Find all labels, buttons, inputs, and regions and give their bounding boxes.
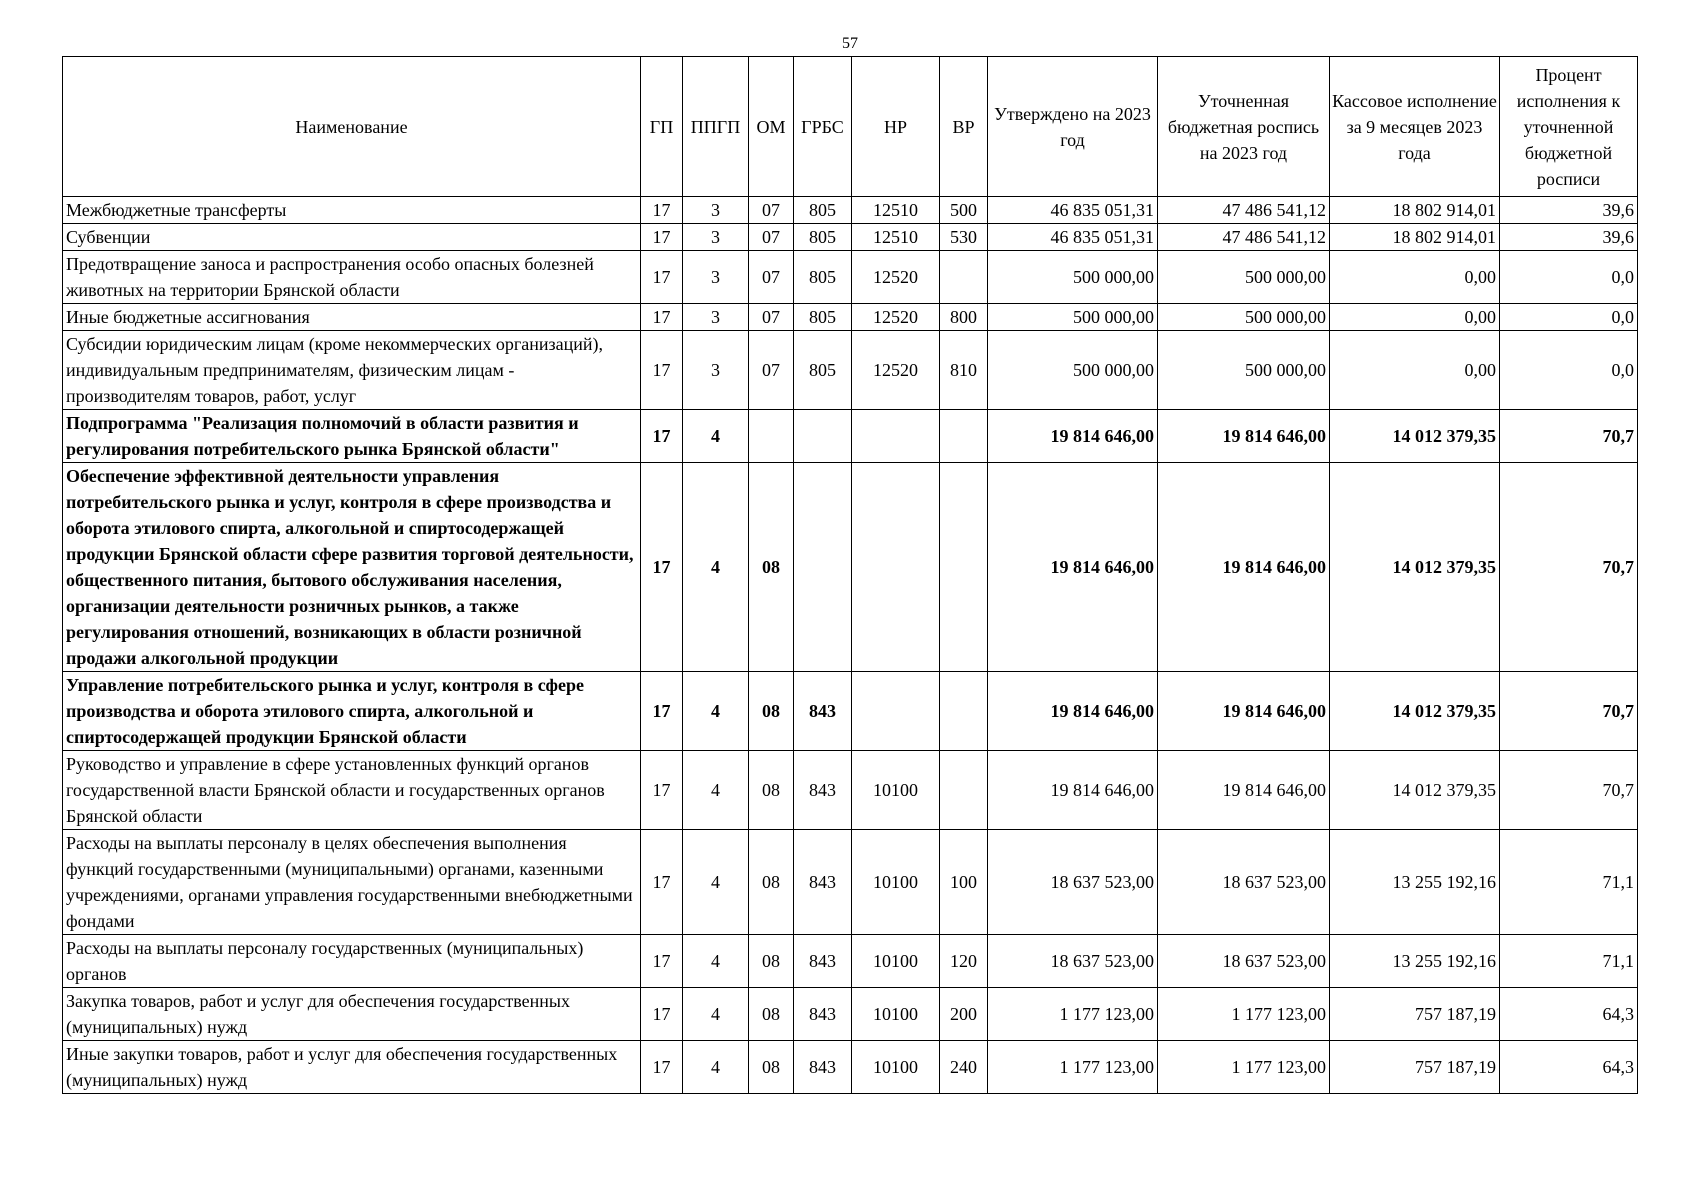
- page-number: 57: [842, 35, 858, 52]
- cell-grbs: [794, 463, 852, 672]
- cell-nr: 12510: [852, 197, 940, 224]
- cell-percent: 39,6: [1500, 197, 1638, 224]
- header-nr: НР: [852, 57, 940, 197]
- header-name: Наименование: [63, 57, 641, 197]
- cell-refined: 500 000,00: [1158, 331, 1330, 410]
- budget-table: [62, 56, 1638, 1094]
- cell-om: 08: [749, 1041, 794, 1094]
- cell-cash: 757 187,19: [1330, 988, 1500, 1041]
- cell-name: Расходы на выплаты персоналу государственных (муниципальных) органов: [63, 935, 641, 988]
- cell-refined: 1 177 123,00: [1158, 1041, 1330, 1094]
- cell-gp: 17: [641, 224, 683, 251]
- cell-ppgp: 3: [683, 197, 749, 224]
- cell-nr: 10100: [852, 935, 940, 988]
- header-gp: ГП: [641, 57, 683, 197]
- cell-om: 08: [749, 751, 794, 830]
- table-row: [63, 197, 1638, 224]
- header-grbs: ГРБС: [794, 57, 852, 197]
- cell-grbs: 843: [794, 672, 852, 751]
- cell-percent: 0,0: [1500, 331, 1638, 410]
- cell-cash: 14 012 379,35: [1330, 672, 1500, 751]
- cell-cash: 14 012 379,35: [1330, 463, 1500, 672]
- cell-ppgp: 4: [683, 830, 749, 935]
- cell-approved: 18 637 523,00: [988, 830, 1158, 935]
- cell-gp: 17: [641, 751, 683, 830]
- cell-nr: 12520: [852, 251, 940, 304]
- header-cash: Кассовое исполнение за 9 месяцев 2023 года: [1330, 57, 1500, 197]
- cell-refined: 1 177 123,00: [1158, 988, 1330, 1041]
- cell-om: 08: [749, 988, 794, 1041]
- cell-vr: 530: [940, 224, 988, 251]
- cell-grbs: 843: [794, 830, 852, 935]
- cell-refined: 19 814 646,00: [1158, 410, 1330, 463]
- cell-gp: 17: [641, 830, 683, 935]
- header-approved: Утверждено на 2023 год: [988, 57, 1158, 197]
- cell-name: Управление потребительского рынка и услуг, контроля в сфере производства и оборота этилового спирта, алкогольной и спиртосодержащей продукции Брянской области: [63, 672, 641, 751]
- header-percent: Процент исполнения к уточненной бюджетной росписи: [1500, 57, 1638, 197]
- cell-name: Иные закупки товаров, работ и услуг для обеспечения государственных (муниципальных) нужд: [63, 1041, 641, 1094]
- cell-om: 07: [749, 197, 794, 224]
- cell-approved: 18 637 523,00: [988, 935, 1158, 988]
- cell-refined: 18 637 523,00: [1158, 830, 1330, 935]
- table-row: [63, 935, 1638, 988]
- table-row: [63, 410, 1638, 463]
- cell-ppgp: 3: [683, 251, 749, 304]
- cell-grbs: 805: [794, 224, 852, 251]
- cell-vr: 800: [940, 304, 988, 331]
- cell-name: Иные бюджетные ассигнования: [63, 304, 641, 331]
- cell-percent: 70,7: [1500, 751, 1638, 830]
- cell-percent: 64,3: [1500, 988, 1638, 1041]
- header-refined: Уточненная бюджетная роспись на 2023 год: [1158, 57, 1330, 197]
- cell-nr: 12510: [852, 224, 940, 251]
- cell-ppgp: 4: [683, 935, 749, 988]
- cell-refined: 47 486 541,12: [1158, 197, 1330, 224]
- cell-percent: 70,7: [1500, 463, 1638, 672]
- cell-grbs: [794, 410, 852, 463]
- cell-cash: 0,00: [1330, 304, 1500, 331]
- cell-refined: 19 814 646,00: [1158, 672, 1330, 751]
- cell-grbs: 843: [794, 751, 852, 830]
- cell-name: Субвенции: [63, 224, 641, 251]
- cell-ppgp: 4: [683, 751, 749, 830]
- cell-refined: 47 486 541,12: [1158, 224, 1330, 251]
- cell-vr: [940, 410, 988, 463]
- cell-percent: 70,7: [1500, 672, 1638, 751]
- cell-name: Расходы на выплаты персоналу в целях обеспечения выполнения функций государственными (муниципальными) органами, казенными учреждениями, органами управления государственными внебюджетными фондами: [63, 830, 641, 935]
- header-vr: ВР: [940, 57, 988, 197]
- cell-gp: 17: [641, 1041, 683, 1094]
- cell-vr: 100: [940, 830, 988, 935]
- cell-percent: 0,0: [1500, 304, 1638, 331]
- table-row: [63, 1041, 1638, 1094]
- table-row: [63, 751, 1638, 830]
- cell-percent: 71,1: [1500, 830, 1638, 935]
- cell-om: 07: [749, 304, 794, 331]
- table-row: [63, 304, 1638, 331]
- cell-approved: 46 835 051,31: [988, 197, 1158, 224]
- cell-om: 07: [749, 224, 794, 251]
- cell-grbs: 843: [794, 935, 852, 988]
- cell-grbs: 805: [794, 251, 852, 304]
- table-row: [63, 672, 1638, 751]
- cell-name: Закупка товаров, работ и услуг для обеспечения государственных (муниципальных) нужд: [63, 988, 641, 1041]
- cell-name: Обеспечение эффективной деятельности управления потребительского рынка и услуг, контроля в сфере производства и оборота этилового спирта, алкогольной и спиртосодержащей продукции Брянской области сфере развития торговой деятельности, общественного питания, бытового обслуживания населения, организации деятельности розничных рынков, а также регулирования отношений, возникающих в области розничной продажи алкогольной продукции: [63, 463, 641, 672]
- cell-vr: 810: [940, 331, 988, 410]
- cell-gp: 17: [641, 672, 683, 751]
- cell-ppgp: 4: [683, 463, 749, 672]
- table-row: [63, 830, 1638, 935]
- cell-grbs: 843: [794, 988, 852, 1041]
- cell-om: [749, 410, 794, 463]
- cell-vr: 500: [940, 197, 988, 224]
- table-row: [63, 988, 1638, 1041]
- cell-refined: 18 637 523,00: [1158, 935, 1330, 988]
- cell-grbs: 843: [794, 1041, 852, 1094]
- cell-nr: [852, 410, 940, 463]
- cell-approved: 19 814 646,00: [988, 410, 1158, 463]
- cell-nr: 10100: [852, 988, 940, 1041]
- header-ppgp: ППГП: [683, 57, 749, 197]
- cell-refined: 500 000,00: [1158, 251, 1330, 304]
- cell-om: 08: [749, 672, 794, 751]
- cell-approved: 500 000,00: [988, 331, 1158, 410]
- cell-nr: 10100: [852, 751, 940, 830]
- header-row: [63, 57, 1638, 197]
- cell-om: 07: [749, 331, 794, 410]
- cell-approved: 19 814 646,00: [988, 672, 1158, 751]
- cell-nr: 12520: [852, 331, 940, 410]
- cell-name: Руководство и управление в сфере установленных функций органов государственной власти Брянской области и государственных органов Брянской области: [63, 751, 641, 830]
- cell-vr: 240: [940, 1041, 988, 1094]
- cell-name: Предотвращение заноса и распространения особо опасных болезней животных на территории Брянской области: [63, 251, 641, 304]
- cell-vr: 120: [940, 935, 988, 988]
- cell-nr: [852, 672, 940, 751]
- cell-percent: 70,7: [1500, 410, 1638, 463]
- table-row: [63, 224, 1638, 251]
- cell-cash: 14 012 379,35: [1330, 410, 1500, 463]
- cell-name: Субсидии юридическим лицам (кроме некоммерческих организаций), индивидуальным предпринимателям, физическим лицам - производителям товаров, работ, услуг: [63, 331, 641, 410]
- cell-cash: 13 255 192,16: [1330, 935, 1500, 988]
- cell-name: Подпрограмма "Реализация полномочий в области развития и регулирования потребительского рынка Брянской области": [63, 410, 641, 463]
- table-row: [63, 331, 1638, 410]
- cell-vr: [940, 672, 988, 751]
- cell-approved: 1 177 123,00: [988, 988, 1158, 1041]
- cell-refined: 19 814 646,00: [1158, 463, 1330, 672]
- cell-nr: 10100: [852, 830, 940, 935]
- cell-percent: 0,0: [1500, 251, 1638, 304]
- cell-percent: 71,1: [1500, 935, 1638, 988]
- cell-vr: 200: [940, 988, 988, 1041]
- cell-ppgp: 3: [683, 224, 749, 251]
- cell-vr: [940, 751, 988, 830]
- cell-grbs: 805: [794, 304, 852, 331]
- cell-gp: 17: [641, 463, 683, 672]
- header-om: ОМ: [749, 57, 794, 197]
- cell-gp: 17: [641, 251, 683, 304]
- cell-percent: 39,6: [1500, 224, 1638, 251]
- table-body: [63, 197, 1638, 1094]
- cell-cash: 14 012 379,35: [1330, 751, 1500, 830]
- cell-gp: 17: [641, 331, 683, 410]
- table-row: [63, 251, 1638, 304]
- cell-vr: [940, 251, 988, 304]
- cell-gp: 17: [641, 304, 683, 331]
- cell-nr: 10100: [852, 1041, 940, 1094]
- cell-grbs: 805: [794, 197, 852, 224]
- cell-approved: 500 000,00: [988, 251, 1158, 304]
- cell-approved: 19 814 646,00: [988, 463, 1158, 672]
- cell-ppgp: 3: [683, 331, 749, 410]
- cell-ppgp: 4: [683, 988, 749, 1041]
- cell-om: 08: [749, 935, 794, 988]
- cell-gp: 17: [641, 988, 683, 1041]
- cell-refined: 19 814 646,00: [1158, 751, 1330, 830]
- cell-cash: 13 255 192,16: [1330, 830, 1500, 935]
- table-row: [63, 463, 1638, 672]
- cell-gp: 17: [641, 935, 683, 988]
- cell-percent: 64,3: [1500, 1041, 1638, 1094]
- cell-approved: 46 835 051,31: [988, 224, 1158, 251]
- cell-gp: 17: [641, 410, 683, 463]
- cell-om: 08: [749, 830, 794, 935]
- cell-vr: [940, 463, 988, 672]
- cell-approved: 1 177 123,00: [988, 1041, 1158, 1094]
- cell-ppgp: 4: [683, 1041, 749, 1094]
- cell-ppgp: 3: [683, 304, 749, 331]
- cell-refined: 500 000,00: [1158, 304, 1330, 331]
- cell-name: Межбюджетные трансферты: [63, 197, 641, 224]
- cell-om: 07: [749, 251, 794, 304]
- cell-approved: 19 814 646,00: [988, 751, 1158, 830]
- cell-cash: 0,00: [1330, 331, 1500, 410]
- cell-grbs: 805: [794, 331, 852, 410]
- cell-approved: 500 000,00: [988, 304, 1158, 331]
- cell-cash: 757 187,19: [1330, 1041, 1500, 1094]
- cell-cash: 18 802 914,01: [1330, 224, 1500, 251]
- cell-cash: 0,00: [1330, 251, 1500, 304]
- cell-gp: 17: [641, 197, 683, 224]
- cell-ppgp: 4: [683, 672, 749, 751]
- cell-om: 08: [749, 463, 794, 672]
- cell-ppgp: 4: [683, 410, 749, 463]
- cell-cash: 18 802 914,01: [1330, 197, 1500, 224]
- cell-nr: [852, 463, 940, 672]
- cell-nr: 12520: [852, 304, 940, 331]
